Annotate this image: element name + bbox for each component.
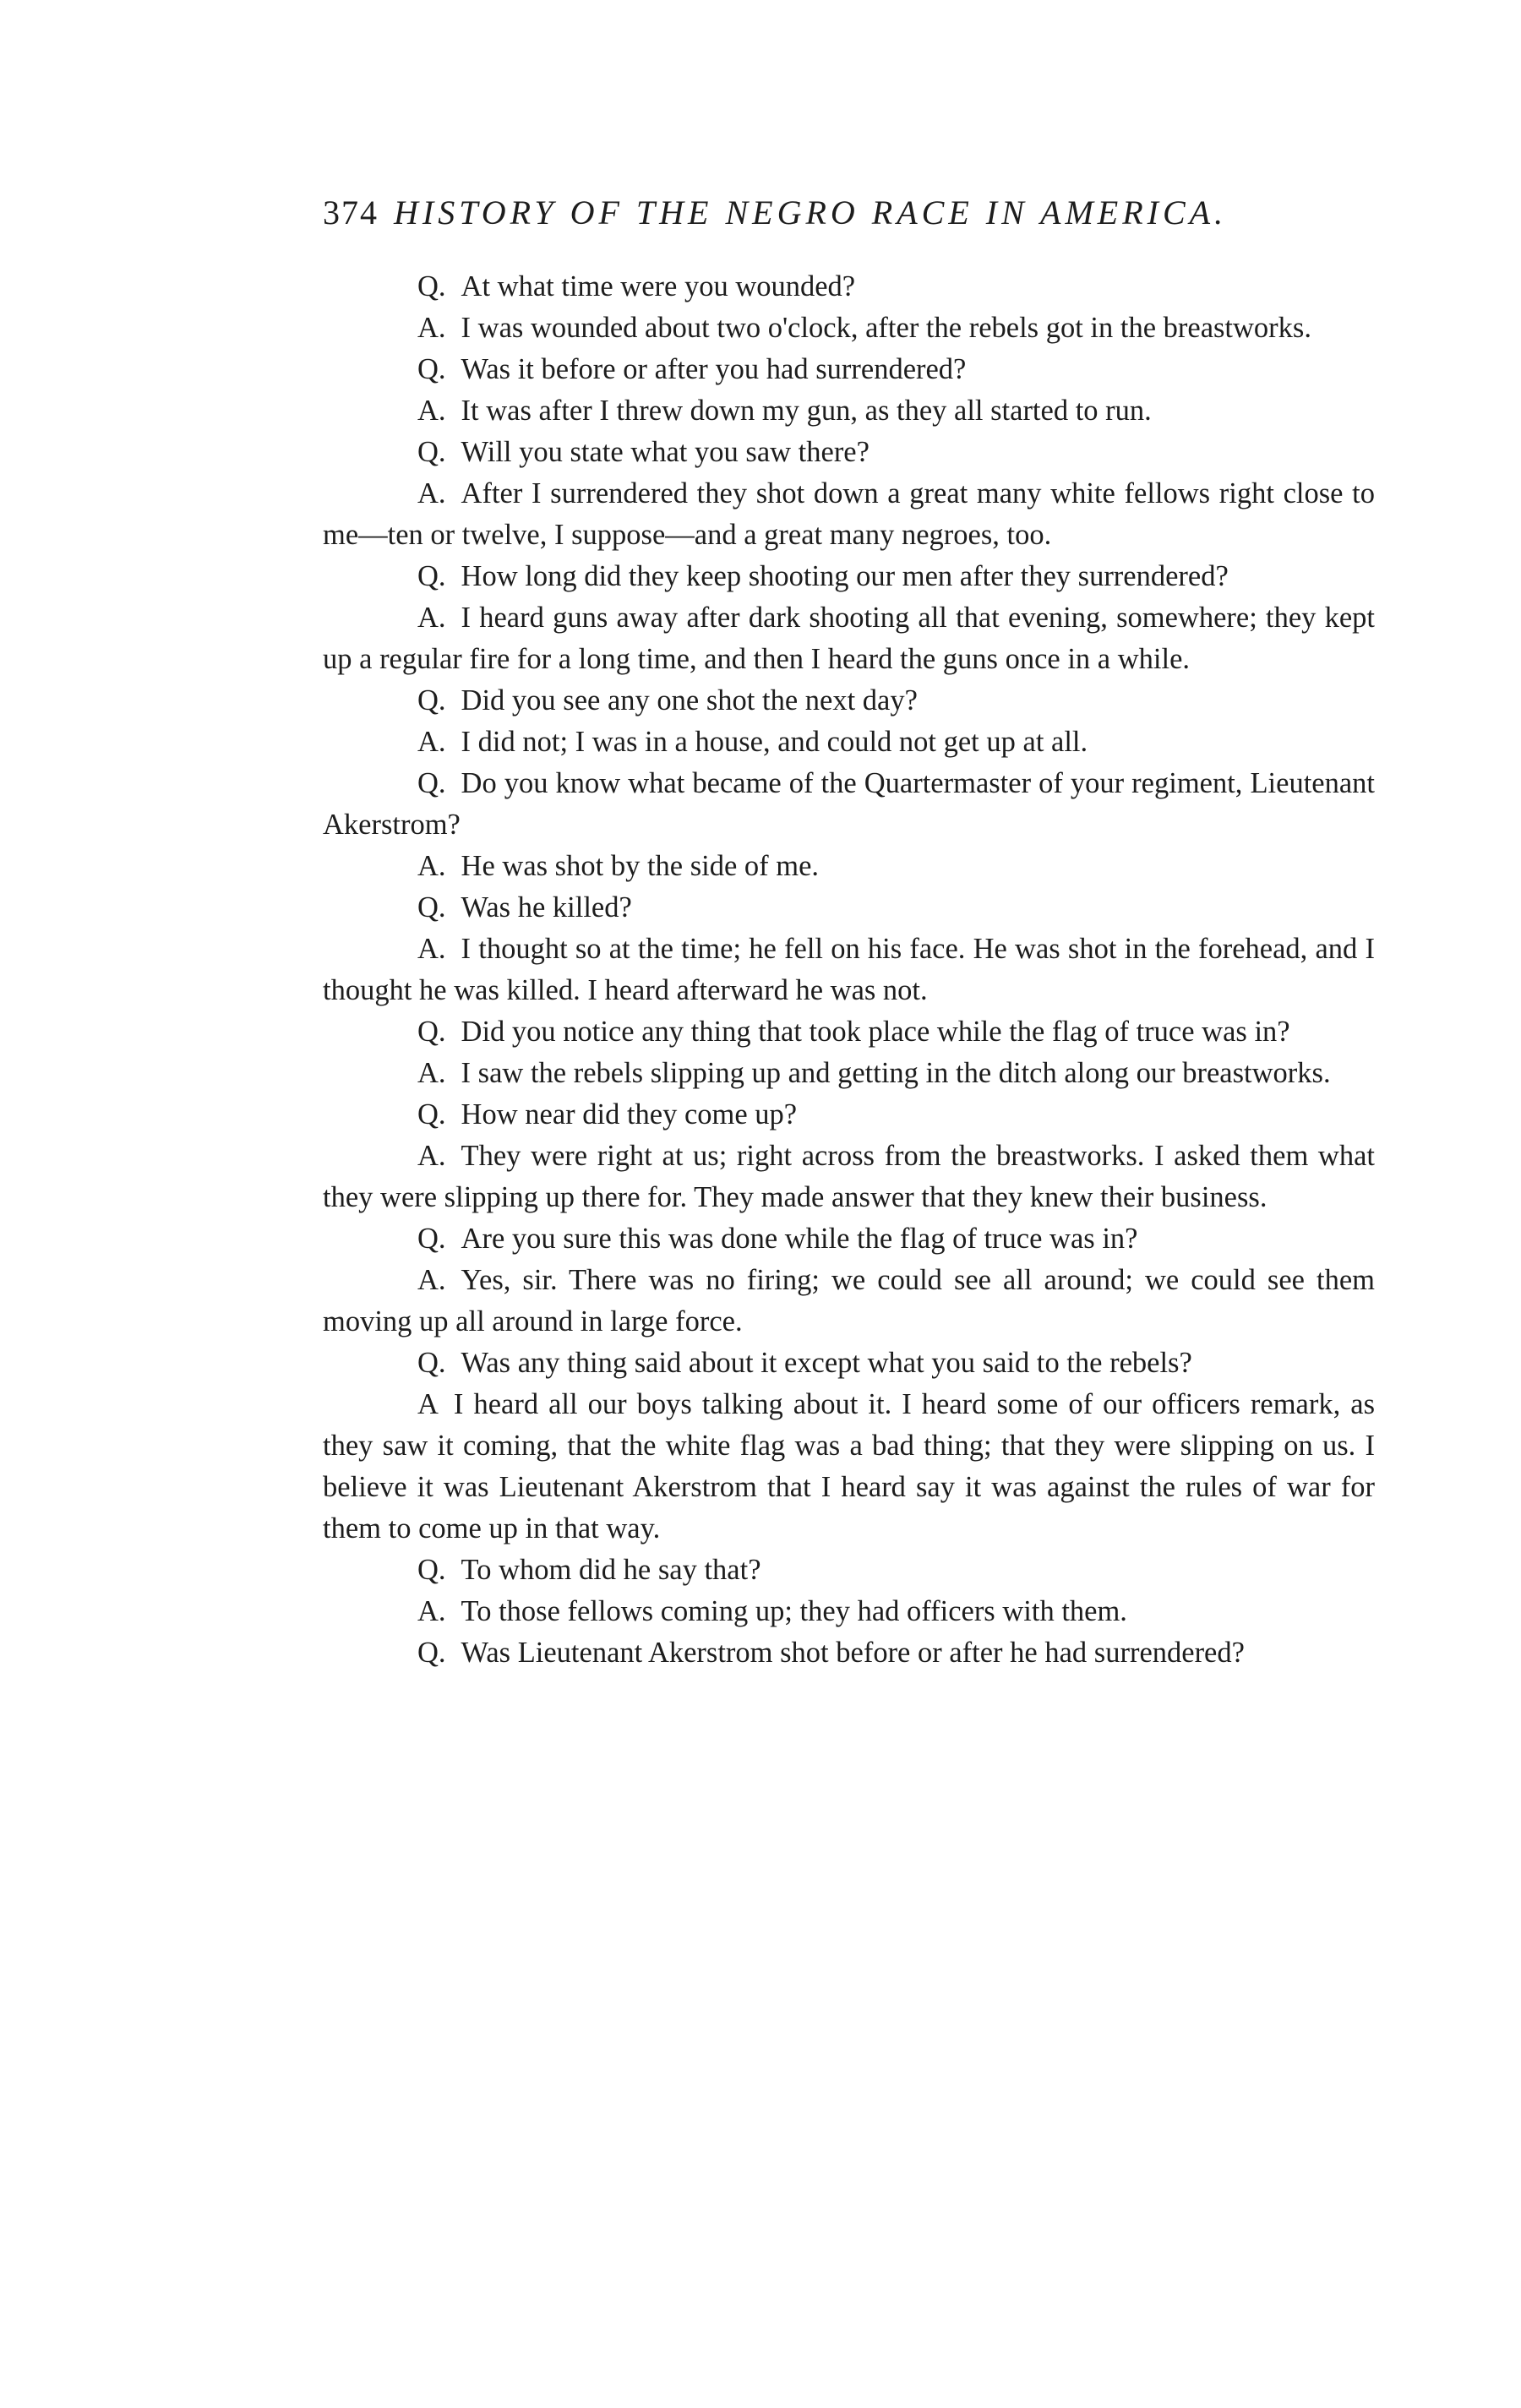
answer-paragraph: [323, 597, 1375, 680]
paragraph-text: How near did they come up?: [461, 1098, 798, 1130]
paragraph-text: They were right at us; right across from the breastworks. I asked them what they were slipping up there for. They made answer that they knew their business.: [323, 1140, 1375, 1213]
paragraph-text: Was he killed?: [461, 891, 632, 923]
book-title: HISTORY OF THE NEGRO RACE IN AMERICA.: [394, 193, 1228, 232]
speaker-label: Q.: [417, 684, 446, 716]
speaker-label: A.: [417, 395, 446, 427]
paragraph-text: Will you state what you saw there?: [461, 436, 870, 468]
speaker-label: A: [417, 1388, 439, 1420]
paragraph-text: Was it before or after you had surrendered?: [461, 353, 967, 385]
paragraph-text: At what time were you wounded?: [461, 270, 856, 302]
book-page: [323, 193, 1375, 1674]
speaker-label: A.: [417, 850, 446, 882]
paragraph-text: He was shot by the side of me.: [461, 850, 820, 882]
speaker-label: Q.: [417, 436, 446, 468]
paragraph-text: To those fellows coming up; they had officers with them.: [461, 1595, 1127, 1627]
answer-paragraph: [323, 308, 1375, 349]
speaker-label: Q.: [417, 353, 446, 385]
paragraph-text: To whom did he say that?: [461, 1554, 761, 1586]
question-paragraph: [323, 432, 1375, 473]
paragraph-text: I heard guns away after dark shooting all that evening, somewhere; they kept up a regular fire for a long time, and then I heard the guns once in a while.: [323, 602, 1375, 675]
answer-paragraph: [323, 846, 1375, 887]
paragraph-text: I heard all our boys talking about it. I heard some of our officers remark, as they saw it coming, that the white flag was a bad thing; that they were slipping on us. I believe it was Lieutenant Akerstrom that I heard say it was against the rules of war for them to come up in that way.: [323, 1388, 1375, 1544]
paragraph-text: After I surrendered they shot down a great many white fellows right close to me—ten or twelve, I suppose—and a great many negroes, too.: [323, 477, 1375, 551]
speaker-label: A.: [417, 1140, 446, 1172]
question-paragraph: [323, 1218, 1375, 1260]
question-paragraph: [323, 763, 1375, 846]
speaker-label: Q.: [417, 1016, 446, 1048]
answer-paragraph: [323, 1591, 1375, 1632]
speaker-label: Q.: [417, 1098, 446, 1130]
answer-paragraph: [323, 1053, 1375, 1094]
speaker-label: Q.: [417, 1554, 446, 1586]
running-head: [323, 193, 1375, 232]
answer-paragraph: [323, 1136, 1375, 1218]
paragraph-text: I did not; I was in a house, and could not get up at all.: [461, 726, 1088, 758]
answer-paragraph: [323, 1260, 1375, 1343]
speaker-label: Q.: [417, 1637, 446, 1669]
speaker-label: A.: [417, 1264, 446, 1296]
paragraph-text: Do you know what became of the Quartermaster of your regiment, Lieutenant Akerstrom?: [323, 767, 1375, 841]
paragraph-text: Are you sure this was done while the flag of truce was in?: [461, 1223, 1138, 1255]
speaker-label: Q.: [417, 560, 446, 592]
paragraph-text: Was Lieutenant Akerstrom shot before or after he had surrendered?: [461, 1637, 1245, 1669]
speaker-label: Q.: [417, 891, 446, 923]
speaker-label: Q.: [417, 270, 446, 302]
question-paragraph: [323, 887, 1375, 929]
question-paragraph: [323, 556, 1375, 597]
answer-paragraph: [323, 1384, 1375, 1550]
speaker-label: Q.: [417, 1347, 446, 1379]
question-paragraph: [323, 1343, 1375, 1384]
question-paragraph: [323, 1094, 1375, 1136]
question-paragraph: [323, 1550, 1375, 1591]
answer-paragraph: [323, 929, 1375, 1011]
page-number: 374: [323, 193, 379, 232]
paragraph-text: I saw the rebels slipping up and getting in the ditch along our breastworks.: [461, 1057, 1331, 1089]
speaker-label: A.: [417, 477, 446, 509]
question-paragraph: [323, 680, 1375, 722]
speaker-label: A.: [417, 933, 446, 965]
paragraph-text: Yes, sir. There was no firing; we could see all around; we could see them moving up all around in large force.: [323, 1264, 1375, 1337]
paragraph-text: It was after I threw down my gun, as they all started to run.: [461, 395, 1152, 427]
answer-paragraph: [323, 390, 1375, 432]
question-paragraph: [323, 1011, 1375, 1053]
speaker-label: Q.: [417, 767, 446, 799]
question-paragraph: [323, 349, 1375, 390]
testimony-text: [323, 266, 1375, 1674]
speaker-label: A.: [417, 1595, 446, 1627]
question-paragraph: [323, 1632, 1375, 1674]
speaker-label: A.: [417, 312, 446, 344]
paragraph-text: I was wounded about two o'clock, after the rebels got in the breastworks.: [461, 312, 1311, 344]
speaker-label: A.: [417, 726, 446, 758]
answer-paragraph: [323, 473, 1375, 556]
paragraph-text: Was any thing said about it except what you said to the rebels?: [461, 1347, 1192, 1379]
speaker-label: Q.: [417, 1223, 446, 1255]
paragraph-text: Did you notice any thing that took place while the flag of truce was in?: [461, 1016, 1290, 1048]
paragraph-text: I thought so at the time; he fell on his face. He was shot in the forehead, and I thought he was killed. I heard afterward he was not.: [323, 933, 1375, 1006]
paragraph-text: How long did they keep shooting our men after they surrendered?: [461, 560, 1229, 592]
speaker-label: A.: [417, 1057, 446, 1089]
paragraph-text: Did you see any one shot the next day?: [461, 684, 918, 716]
speaker-label: A.: [417, 602, 446, 634]
answer-paragraph: [323, 722, 1375, 763]
question-paragraph: [323, 266, 1375, 308]
